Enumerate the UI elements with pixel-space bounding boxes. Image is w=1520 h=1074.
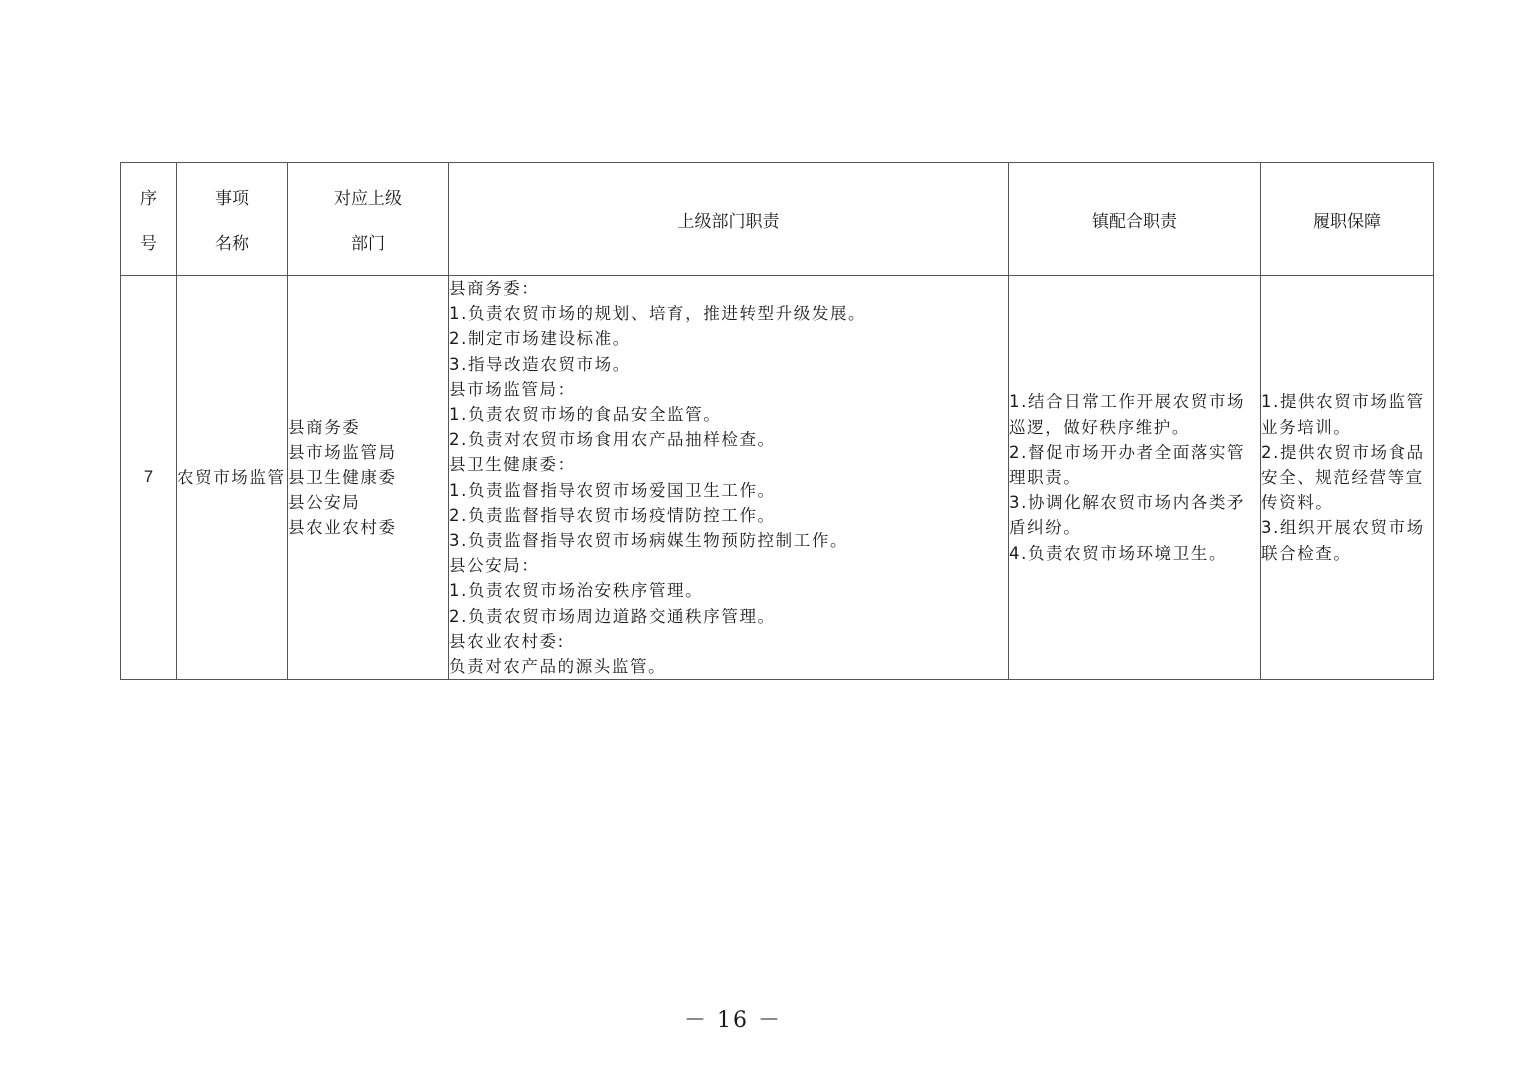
guarantee-item: 2.提供农贸市场食品安全、规范经营等宣传资料。 xyxy=(1261,442,1425,513)
header-upper-duties: 上级部门职责 xyxy=(449,163,1009,276)
header-seq-line1: 序 xyxy=(140,189,157,209)
header-guarantee: 履职保障 xyxy=(1261,163,1434,276)
duty-line: 县农业农村委: xyxy=(449,631,565,651)
duty-line: 1.负责农贸市场的规划、培育，推进转型升级发展。 xyxy=(449,304,867,324)
header-item-name xyxy=(177,163,288,276)
duty-table xyxy=(120,162,1434,680)
duty-line: 2.负责农贸市场周边道路交通秩序管理。 xyxy=(449,606,776,626)
town-duty-item: 1.结合日常工作开展农贸市场巡逻，做好秩序维护。 xyxy=(1009,392,1246,437)
header-dept-line2: 部门 xyxy=(351,234,385,254)
duty-line: 2.负责监督指导农贸市场疫情防控工作。 xyxy=(449,505,776,525)
department-item: 县市场监管局 xyxy=(288,442,397,462)
town-duty-item: 4.负责农贸市场环境卫生。 xyxy=(1009,543,1228,563)
duty-line: 县商务委： xyxy=(449,279,540,298)
guarantee-item: 1.提供农贸市场监管业务培训。 xyxy=(1261,392,1425,437)
town-duty-item: 2.督促市场开办者全面落实管理职责。 xyxy=(1009,442,1246,488)
department-item: 县卫生健康委 xyxy=(288,468,397,488)
duty-line: 3.指导改造农贸市场。 xyxy=(449,354,631,374)
duty-line: 3.负责监督指导农贸市场病媒生物预防控制工作。 xyxy=(449,531,849,551)
header-dept-line1: 对应上级 xyxy=(334,189,402,209)
department-item: 县公安局 xyxy=(288,493,361,513)
row-guarantee xyxy=(1261,276,1434,680)
duty-line: 县市场监管局： xyxy=(449,379,576,399)
row-departments xyxy=(288,276,449,680)
duty-line: 负责对农产品的源头监管。 xyxy=(449,657,667,677)
header-item-line2: 名称 xyxy=(215,234,249,254)
row-item-name: 农贸市场监管 xyxy=(177,276,288,680)
duty-line: 县公安局： xyxy=(449,556,540,576)
duty-line: 县卫生健康委： xyxy=(449,455,576,475)
row-town-duties xyxy=(1009,276,1261,680)
row-upper-duties xyxy=(449,276,1009,680)
duty-line: 1.负责农贸市场的食品安全监管。 xyxy=(449,405,722,425)
duty-line: 2.负责对农贸市场食用农产品抽样检查。 xyxy=(449,430,776,450)
row-seq: 7 xyxy=(121,276,177,680)
header-seq xyxy=(121,163,177,276)
header-department xyxy=(288,163,449,276)
duty-line: 2.制定市场建设标准。 xyxy=(449,329,631,349)
department-item: 县商务委 xyxy=(288,417,361,437)
table-row xyxy=(121,276,1434,680)
duty-line: 1.负责农贸市场治安秩序管理。 xyxy=(449,581,704,601)
header-town-duties: 镇配合职责 xyxy=(1009,163,1261,276)
header-item-line1: 事项 xyxy=(215,189,249,209)
table-header-row xyxy=(121,163,1434,276)
town-duty-item: 3.协调化解农贸市场内各类矛盾纠纷。 xyxy=(1009,493,1246,538)
department-item: 县农业农村委 xyxy=(288,518,397,538)
guarantee-item: 3.组织开展农贸市场联合检查。 xyxy=(1261,518,1425,563)
duty-line: 1.负责监督指导农贸市场爱国卫生工作。 xyxy=(449,480,776,500)
header-seq-line2: 号 xyxy=(140,234,157,254)
page-number: － 16 － xyxy=(684,1008,782,1033)
